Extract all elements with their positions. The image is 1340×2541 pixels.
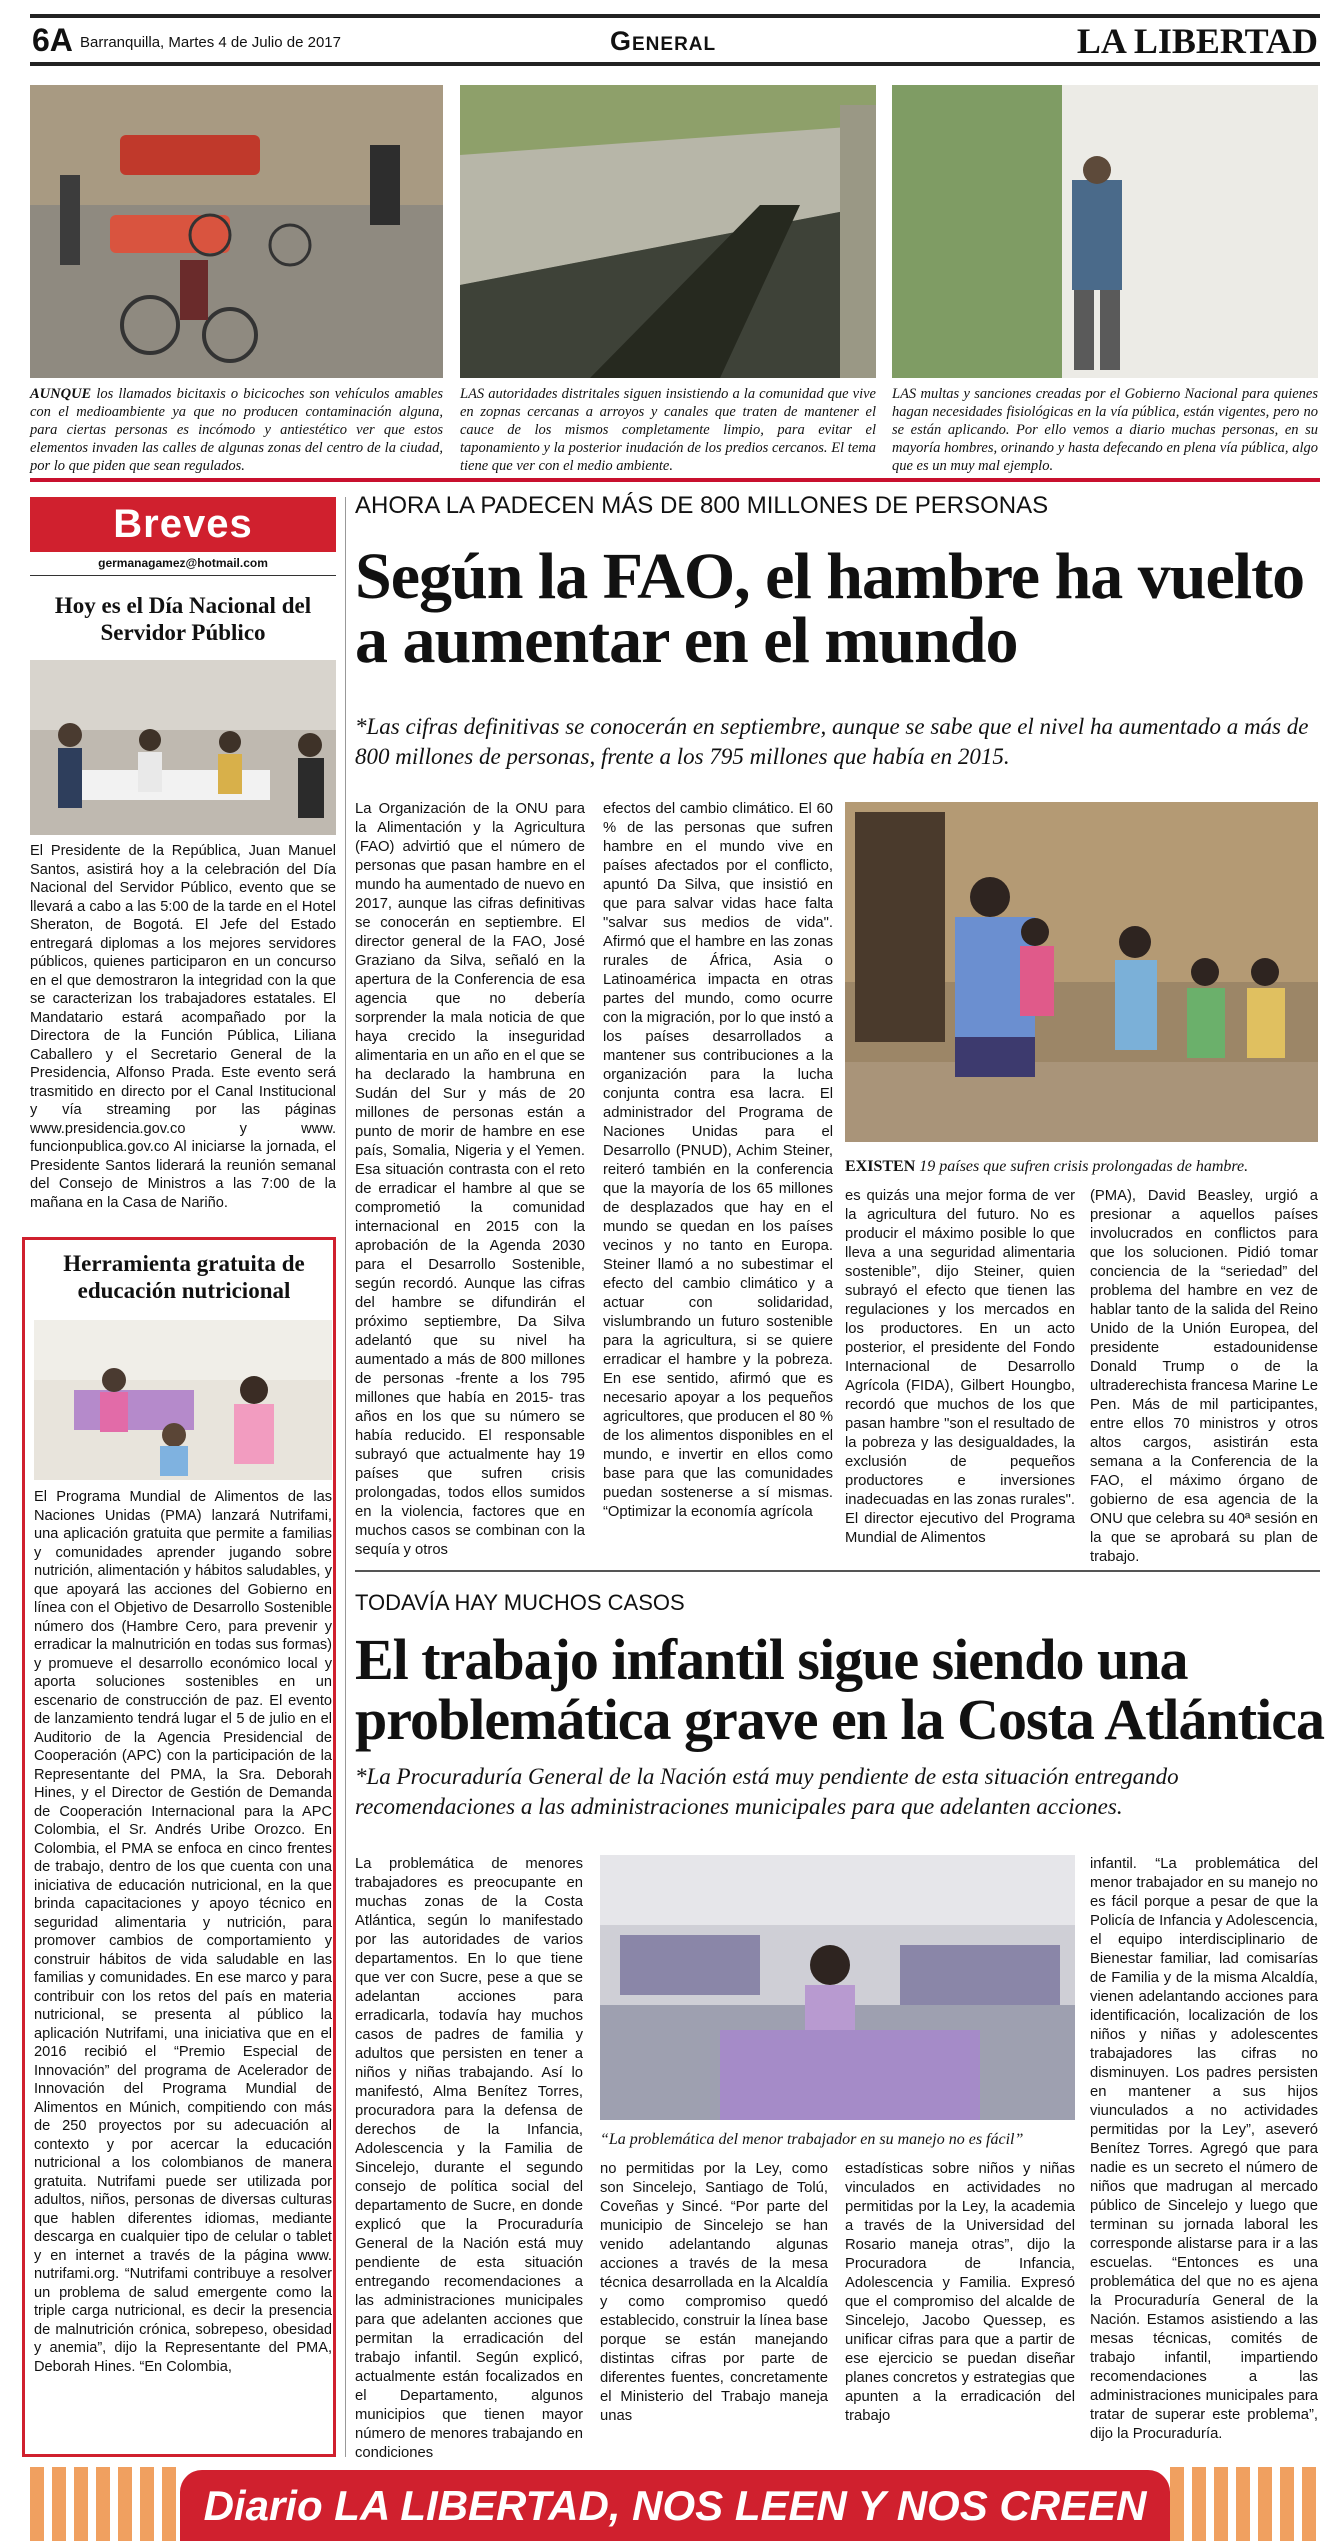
- photo-servidores: [30, 660, 336, 835]
- article1-deck: *Las cifras definitivas se conocerán en septiembre, aunque se sabe que el nivel ha aumentado a más de 800 millones de personas, frente a los 795 millones que había en 2015.: [355, 714, 1309, 769]
- article2-col3: estadísticas sobre niños y niñas vinculados en actividades no permitidas por la Ley, la academia a través de la Universidad del Rosario maneja otras”, dijo la Procuradora de Infancia, Adolescencia y Familia. Expresó que el compromiso del alcalde de Sincelejo, Jacobo Quessep, es unificar cifras para que a partir de ese ejercicio se puedan diseñar planes concretos y estrategias que apunten a la erradicación del trabajo: [845, 2161, 1075, 2424]
- photo-trabajo-infantil: [600, 1855, 1075, 2120]
- photo-orinando: [892, 85, 1318, 378]
- article1-col1: La Organización de la ONU para la Alimentación y la Agricultura (FAO) advirtió que el número de personas que pasan hambre en el mundo ha aumentado de nuevo en 2017, aunque las cifras definitivas se conocerán en septiembre. El director general de la FAO, José Graziano da Silva, señaló en la apertura de la Conferencia de esa agencia que no debería sorprender la mala noticia de que haya crecido la inseguridad alimentaria en un año en el que se ha declarado la hambruna en Sudán del Sur y más de 20 millones de personas están a punto de morir de hambre en ese país, Somalia, Nigeria y el Yemen. Esa situación contrasta con el reto de erradicar el hambre al que se comprometió la comunidad internacional en 2015 con la aprobación de la Agenda 2030 para el Desarrollo Sostenible, según recordó. Aunque las cifras del hambre se difundirán el próximo septiembre, Da Silva adelantó que su nivel ha aumentado a más de 800 millones de personas -frente a los 795 millones que había en 2015- tras años en los que su número se había reducido. El responsable subrayó que actualmente hay 19 países que sufren crisis prolongadas, todos ellos sumidos en la violencia, factores que en muchos casos se combinan con la sequía y otros: [355, 801, 585, 1558]
- article2-kicker: TODAVÍA HAY MUCHOS CASOS: [355, 1590, 685, 1615]
- header-top-rule: [30, 14, 1320, 18]
- photo-bicitaxis: [30, 85, 443, 378]
- article-divider: [355, 1570, 1320, 1572]
- section-divider-red: [30, 478, 1320, 482]
- sidebar-rule: [30, 575, 336, 576]
- breve2-body: El Programa Mundial de Alimentos de las Naciones Unidas (PMA) lanzará Nutrifami, una aplicación gratuita que permite a familias y comunidades aprender jugando sobre nutrición, alimentación y hábitos saludables, y que apoyará las acciones del Gobierno en línea con el Objetivo de Desarrollo Sostenible número dos (Hambre Cero, para prevenir y erradicar la malnutrición en todas sus formas) y promueve el desarrollo económico local y aporta soluciones sostenibles en un escenario de construcción de paz. El evento de lanzamiento tendrá lugar el 5 de julio en el Auditorio de la Agencia Presidencial de Cooperación (APC) con la participación de la Representante del PMA, la Sra. Deborah Hines, y el Director de Gestión de Demanda de Cooperación Internacional para la APC Colombia, el Sr. Andrés Uribe Orozco. En Colombia, el PMA se enfoca en cinco frentes de trabajo, dentro de los que cuenta con una iniciativa de educación nutricional, en la que brinda capacitaciones y apoyo técnico en seguridad alimentaria y nutrición, para promover cambios de comportamiento y construir hábitos de vida saludable en las familias y comunidades. En ese marco y para contribuir con los retos del país en materia nutricional, se presenta al público la aplicación Nutrifami, una iniciativa que en el 2016 recibió el “Premio Especial de Innovación” del programa de Acelerador de Innovación del Programa Mundial de Alimentos en Múnich, compitiendo con más de 250 proyectos por su adecuación al contexto y por acercar la educación nutricional a los colombianos de manera gratuita. Nutrifami puede ser utilizada por adultos, niños, personas de diversas culturas que hablen diferentes idiomas, mediante descarga en cualquier tipo de celular o tablet y en internet a través de la página www. nutrifami.org. “Nutrifami contribuye a resolver un problema de salud emergente como la triple carga nutricional, es decir la presencia de malnutrición crónica, sobrepeso, obesidad y anemia”, dijo la Representante del PMA, Deborah Hines. “En Colombia,: [34, 1489, 332, 2375]
- breves-label: Breves: [30, 497, 336, 552]
- header-bottom-rule: [30, 62, 1320, 66]
- article2-deck: *La Procuraduría General de la Nación está muy pendiente de esta situación entregando recomendaciones a las administraciones municipales para que adelanten acciones.: [355, 1764, 1179, 1819]
- article2-col4: infantil. “La problemática del menor trabajador en su manejo no es fácil porque a pesar de que la Policía de Infancia y Adolescencia, el equipo interdisciplinario de Bienestar familiar, lad comisarías de Familia y de la misma Alcaldía, vienen adelantando acciones para identificación, localización de los niños y niñas y adolescentes trabajadores las cifras no disminuyen. Los padres persisten en mantener a sus hijos viunculados a no actividades permitidas por la Ley”, aseveró Benítez Torres. Agregó que para nadie es un secreto el número de niños que madrugan al mercado público de Sincelejo y luego que terminan su jornada laboral les corresponde alistarse para ir a las escuelas. “Entonces es una problemática del que no es ajena la Procuraduría General de la Nación. Estamos asistiendo a las mesas técnicas, comités de trabajo infantil, impartiendo recomendaciones a las administraciones municipales para tratar de superar este problema”, dijo la Procuraduría.: [1090, 1856, 1318, 2442]
- breve2-title: Herramienta gratuita de educación nutricional: [63, 1251, 305, 1303]
- photo-nutrifami: [34, 1320, 332, 1480]
- article1-col4: (PMA), David Beasley, urgió a presionar a aquellos países involucrados en conflictos para que los solucionen. Pidió tomar conciencia de la “seriedad” del problema del hambre en vez de hablar tanto de la salida del Reino Unido de la Unión Europea, del presidente estadounidense Donald Trump o de la ultraderechista francesa Marine Le Pen. Más de mil participantes, entre ellos 70 ministros y otros altos cargos, asistirán esta semana a la Conferencia de la FAO, el máximo órgano de gobierno de esa agencia de la ONU que celebra su 40ª sesión en la que se aprobará su plan de trabajo.: [1090, 1188, 1318, 1565]
- article1-col3: es quizás una mejor forma de ver la agricultura del futuro. No es producir el máximo posible lo que lleva a una seguridad alimentaria sostenible”, dijo Steiner, quien subrayó el efecto que tienen las regulaciones y los mercados en los productores. En un acto posterior, el presidente del Fondo Internacional de Desarrollo Agrícola (FIDA), Gilbert Houngbo, recordó que muchos de los que pasan hambre "son el resultado de la pobreza y las desigualdades, la exclusión de pequeños productores e inversiones inadecuadas en las zonas rurales". El director ejecutivo del Programa Mundial de Alimentos: [845, 1188, 1075, 1546]
- article2-photo-caption: “La problemática del menor trabajador en su manejo no es fácil”: [600, 2131, 1024, 2148]
- article1-photo-caption: EXISTEN 19 países que sufren crisis prolongadas de hambre.: [845, 1158, 1249, 1175]
- article1-kicker: AHORA LA PADECEN MÁS DE 800 MILLONES DE PERSONAS: [355, 492, 1049, 519]
- caption-orinando: LAS multas y sanciones creadas por el Gobierno Nacional para quienes hagan necesidades fisiológicas en la vía pública, están vigentes, pero no se están aplicando. Por ello vemos a diario muchas personas, en su mayoría hombres, orinando y hasta defecando en plena vía pública, algo que es un muy mal ejemplo.: [892, 386, 1318, 474]
- section-name: General: [610, 26, 717, 56]
- article1-headline: Según la FAO, el hambre ha vuelto a aumentar en el mundo: [355, 540, 1305, 677]
- dateline: Barranquilla, Martes 4 de Julio de 2017: [80, 34, 341, 51]
- caption-arroyo: LAS autoridades distritales siguen insistiendo a la comunidad que vive en zopnas cercanas a arroyos y canales que traten de mantener el cauce de los mismos completamente limpio, para evitar el taponamiento y la posterior inudación de los predios cercanos. El tema tiene que ver con el medio ambiente.: [460, 386, 876, 474]
- article1-col2: efectos del cambio climático. El 60 % de las personas que sufren hambre en el mundo vive en países afectados por el conflicto, apuntó Da Silva, que insistió en que para salvar vidas hace falta "salvar sus medios de vida". Afirmó que el hambre en las zonas rurales de África, Asia o Latinoamérica impacta en otras partes del mundo, como ocurre con la migración, por lo que instó a los países desarrollados a mantener sus contribuciones a la organización para la lucha conjunta contra esa lacra. El administrador del Programa de Naciones Unidas para el Desarrollo (PNUD), Achim Steiner, reiteró también en la conferencia que la mayoría de los 65 millones de desplazados que hay en el mundo se quedan en los países vecinos y no tanto en Europa. Steiner llamó a no subestimar el efecto del cambio climático y a actuar con solidaridad, vislumbrando un futuro sostenible para la agricultura, si se quiere erradicar el hambre y la pobreza. En ese sentido, afirmó que es necesario apoyar a los pequeños agricultores, que producen el 80 % de los alimentos disponibles en el mundo, e invertir en ellos como base para que las comunidades puedan sostenerse a sí mismas. “Optimizar la economía agrícola: [603, 801, 833, 1520]
- footer-banner: Diario LA LIBERTAD, NOS LEEN Y NOS CREEN: [180, 2470, 1170, 2541]
- breve1-title: Hoy es el Día Nacional del Servidor Público: [54, 593, 312, 645]
- column-divider: [345, 497, 346, 2457]
- article2-col1: La problemática de menores trabajadores es preocupante en muchas zonas de la Costa Atlántica, según lo manifestado por las autoridades de varios departamentos. En lo que tiene que ver con Sucre, pese a que se adelantan acciones para erradicarla, todavía hay muchos casos de padres de familia y adultos que persisten en tener a niños y niñas trabajando. Así lo manifestó, Alma Benítez Torres, procuradora para la defensa de derechos de la Infancia, Adolescencia y la Familia de Sincelejo, durante el segundo consejo de política social del departamento de Sucre, en donde explicó que la Procuraduría General de la Nación está muy pendiente de esta situación entregando recomendaciones a las administraciones municipales para que adelanten acciones que permitan la erradicación del trabajo infantil. Según explicó, actualmente están focalizados en el Departamento, algunos municipios que tienen mayor número de menores trabajando en condiciones: [355, 1856, 583, 2461]
- page-number: 6A: [32, 22, 73, 58]
- breves-email: germanagamez@hotmail.com: [98, 556, 268, 570]
- photo-arroyo: [460, 85, 876, 378]
- footer-stripes-right: [1170, 2467, 1320, 2541]
- footer-stripes-left: [30, 2467, 180, 2541]
- caption-bicitaxis: AUNQUE los llamados bicitaxis o bicicoches son vehículos amables con el medioambiente ya que no producen contaminación alguna, para ciertas personas es incómodo y antiestético ver que estos elementos invaden las calles de algunas zonas del centro de la ciudad, por lo que piden que sean regulados.: [30, 386, 443, 474]
- masthead: LA LIBERTAD: [1076, 21, 1318, 61]
- article2-col2: no permitidas por la Ley, como son Sincelejo, Santiago de Tolú, Coveñas y Sincé. “Por parte del municipio de Sincelejo se han venido adelantando algunas acciones a través de la mesa técnica desarrollada en la Alcaldía y como compromiso quedó establecido, construir la línea base porque se están manejando distintas cifras por parte de diferentes fuentes, concretamente el Ministerio del Trabajo maneja unas: [600, 2161, 828, 2424]
- photo-hambre: [845, 802, 1318, 1142]
- breve1-body: El Presidente de la República, Juan Manuel Santos, asistirá hoy a la celebración del Día Nacional del Servidor Público, evento que se llevará a cabo a las 5:00 de la tarde en el Hotel Sheraton, de Bogotá. El Jefe del Estado entregará diplomas a los mejores servidores públicos, quienes participaron en un concurso en el que demostraron la integridad con la que se caracterizan los trabajadores estatales. El Mandatario estará acompañado por la Directora de la Función Pública, Liliana Caballero y el Secretario General de la Presidencia, Alfonso Prada. Este evento será trasmitido en directo por el Canal Institucional y vía streaming por las páginas www.presidencia.gov.co y www. funcionpublica.gov.co Al iniciarse la jornada, el Presidente Santos liderará la reunión semanal del Consejo de Ministros a las 7:00 de la mañana en la Casa de Nariño.: [30, 843, 336, 1211]
- article2-headline: El trabajo infantil sigue siendo una problemática grave en la Costa Atlántica: [355, 1627, 1324, 1752]
